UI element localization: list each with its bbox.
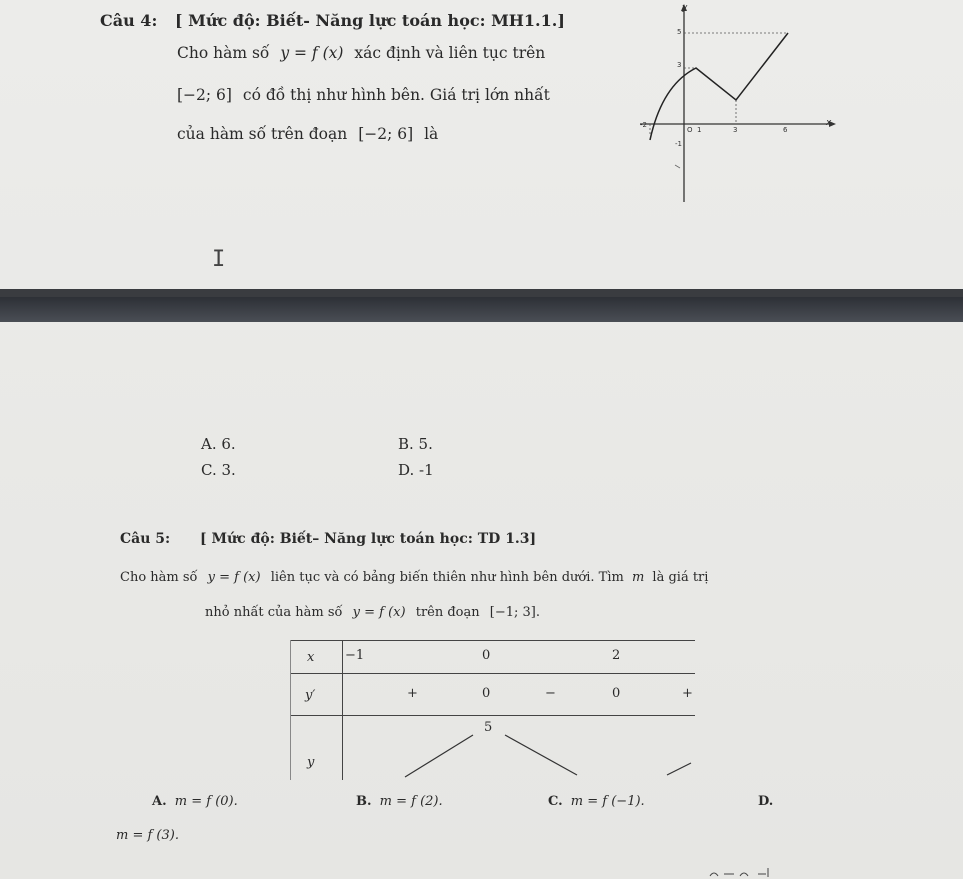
table-row-y: y <box>307 755 315 770</box>
q4-line2-b: có đồ thị như hình bên. Giá trị lớn nhất <box>242 86 550 104</box>
q4-level: [ Mức độ: Biết- Năng lực toán học: MH1.1.] <box>175 11 565 30</box>
table-x-0: 0 <box>482 648 491 663</box>
table-yp-plus-2: + <box>682 686 693 701</box>
graph-tick-origin: O <box>687 126 693 134</box>
graph-tick-6: 6 <box>783 126 788 134</box>
q5-option-b-math: m = f (2). <box>379 794 443 809</box>
q4-option-b[interactable]: B. 5. <box>398 435 433 453</box>
q4-line1-a: Cho hàm số <box>177 44 270 62</box>
graph-tick-5: 5 <box>677 28 682 36</box>
q5-option-a-math: m = f (0). <box>174 794 238 809</box>
q5-line1-c: là giá trị <box>652 570 709 585</box>
screen-band <box>0 297 963 322</box>
q4-option-d[interactable]: D. -1 <box>398 461 434 479</box>
q5-option-d-math[interactable]: m = f (3). <box>116 828 179 843</box>
q5-heading: Câu 5: <box>120 531 171 547</box>
q4-line3-math: [−2; 6] <box>358 125 414 143</box>
table-y-peak: 5 <box>484 720 493 735</box>
table-top-line <box>290 640 695 641</box>
q5-option-c-label: C. <box>548 794 563 809</box>
table-yp-minus: − <box>545 686 556 701</box>
q4-option-c[interactable]: C. 3. <box>201 461 236 479</box>
q5-option-b-label: B. <box>356 794 372 809</box>
q5-line2-math: y = f (x) <box>352 605 406 620</box>
q4-line1-b: xác định và liên tục trên <box>354 44 546 62</box>
graph-tick-1: 1 <box>697 126 702 134</box>
q5-line2-interval: [−1; 3]. <box>489 605 541 620</box>
table-row-yprime: y′ <box>305 688 316 703</box>
arrow-up-2 <box>667 763 691 775</box>
graph-x-label: x <box>826 118 832 128</box>
q5-option-c[interactable] <box>548 794 645 809</box>
graph-tick-m1: -1 <box>675 140 682 148</box>
q4-line1-math: y = f (x) <box>280 44 344 62</box>
q5-line1-math: y = f (x) <box>207 570 261 585</box>
q4-line2 <box>177 86 550 104</box>
q4-heading: Câu 4: <box>100 11 158 30</box>
arrow-down <box>505 735 577 775</box>
q4-line3-b: là <box>424 125 439 143</box>
table-row-x: x <box>307 650 315 665</box>
q5-line1-a: Cho hàm số <box>120 570 198 585</box>
q4-function-graph <box>600 0 850 215</box>
q5-option-a[interactable] <box>152 794 238 809</box>
q4-line3-a: của hàm số trên đoạn <box>177 125 348 143</box>
table-yp-plus-1: + <box>407 686 418 701</box>
table-yp-zero-2: 0 <box>612 686 621 701</box>
text-cursor-icon: I <box>212 247 226 272</box>
q5-line1-b: liên tục và có bảng biến thiên như hình bên dưới. Tìm <box>270 570 624 585</box>
graph-y-label: y <box>682 3 688 13</box>
q4-line2-math: [−2; 6] <box>177 86 232 104</box>
q4-option-a[interactable]: A. 6. <box>201 435 236 453</box>
q5-option-d-label[interactable]: D. <box>758 794 774 809</box>
q5-option-b[interactable] <box>356 794 443 809</box>
q4-line1 <box>177 44 545 62</box>
cropped-text-fragment <box>700 862 780 879</box>
q5-line2-a: nhỏ nhất của hàm số <box>205 605 343 620</box>
table-variation-arrows <box>395 725 695 785</box>
table-x-m1: −1 <box>345 648 365 663</box>
table-vertical-line <box>342 640 343 780</box>
table-line-1 <box>290 673 695 674</box>
q5-level: [ Mức độ: Biết– Năng lực toán học: TD 1.3] <box>200 531 537 547</box>
graph-tick-3x: 3 <box>733 126 738 134</box>
stray-mark <box>675 165 680 168</box>
graph-tick-3y: 3 <box>677 61 682 69</box>
arrow-up-1 <box>405 735 473 777</box>
table-x-2: 2 <box>612 648 621 663</box>
table-line-2 <box>290 715 695 716</box>
q5-option-a-label: A. <box>152 794 167 809</box>
q5-line1 <box>120 570 708 585</box>
table-left-edge <box>290 640 291 780</box>
q5-line1-m: m <box>631 570 645 585</box>
q4-line3 <box>177 125 438 143</box>
screen-band-top <box>0 289 963 297</box>
q5-line2-b: trên đoạn <box>415 605 480 620</box>
graph-tick-m2: -2 <box>640 121 647 129</box>
q5-option-c-math: m = f (−1). <box>570 794 645 809</box>
q5-line2 <box>205 605 540 620</box>
table-yp-zero-1: 0 <box>482 686 491 701</box>
